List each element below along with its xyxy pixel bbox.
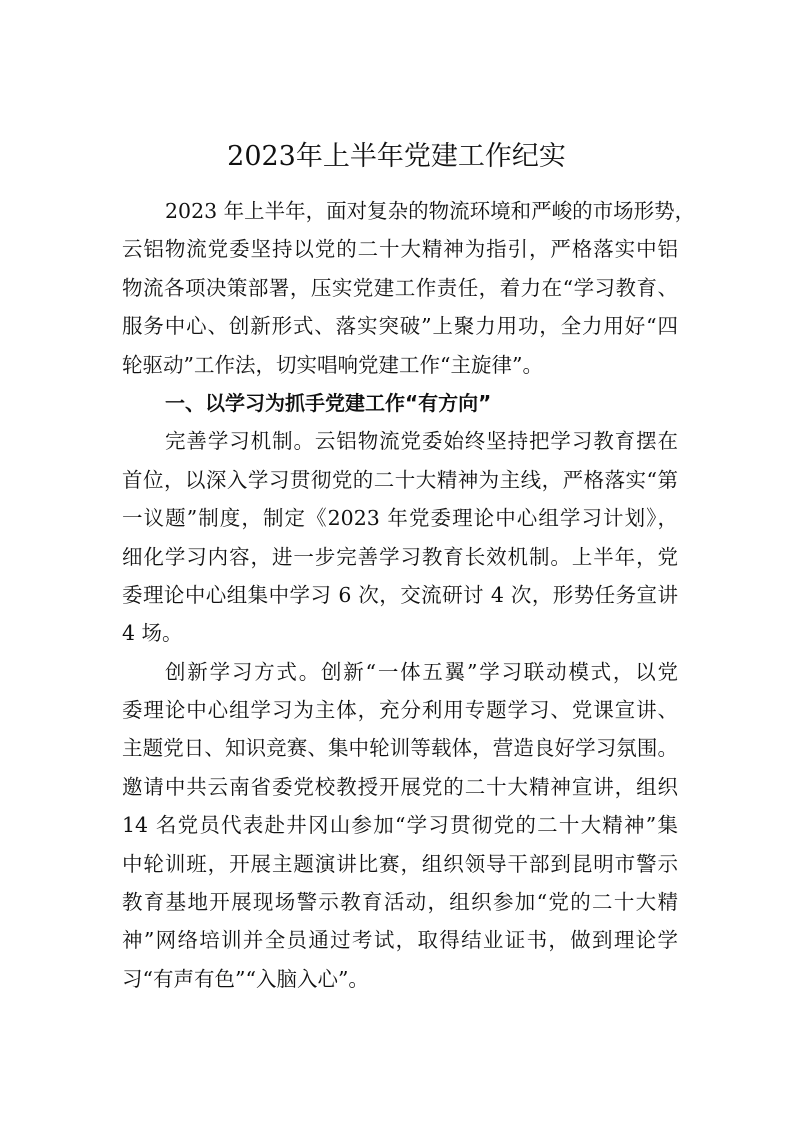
intro-paragraph <box>122 192 696 384</box>
document-body <box>122 192 696 998</box>
text-line: 委理论中心组集中学习 6 次，交流研讨 4 次，形势任务宣讲 <box>122 582 678 607</box>
text-line: 2023 年上半年，面对复杂的物流环境和严峻的市场形势， <box>165 199 696 223</box>
document-title: 2023年上半年党建工作纪实 <box>227 141 566 172</box>
text-line: 中轮训班，开展主题演讲比赛，组织领导干部到昆明市警示 <box>122 851 678 876</box>
text-line: 云铝物流党委坚持以党的二十大精神为指引，严格落实中铝 <box>122 237 678 262</box>
text-line: 教育基地开展现场警示教育活动，组织参加“党的二十大精 <box>122 890 678 915</box>
text-line: 首位，以深入学习贯彻党的二十大精神为主线，严格落实“第 <box>122 467 678 492</box>
text-line: 委理论中心组学习为主体，充分利用专题学习、党课宣讲、 <box>122 698 678 723</box>
section-heading: 一、以学习为抓手党建工作“有方向” <box>165 390 492 415</box>
text-line: 服务中心、创新形式、落实突破”上聚力用功，全力用好“四 <box>122 314 678 339</box>
text-line: 一议题”制度，制定《2023 年党委理论中心组学习计划》， <box>122 506 678 531</box>
text-line: 主题党日、知识竞赛、集中轮训等载体，营造良好学习氛围。 <box>122 736 678 761</box>
text-line: 创新学习方式。创新“一体五翼”学习联动模式，以党 <box>165 659 678 684</box>
text-line: 完善学习机制。云铝物流党委始终坚持把学习教育摆在 <box>165 429 678 454</box>
text-line: 14 名党员代表赴井冈山参加“学习贯彻党的二十大精神”集 <box>122 813 678 838</box>
text-line: 细化学习内容，进一步完善学习教育长效机制。上半年，党 <box>122 544 678 569</box>
text-line: 4 场。 <box>122 621 183 646</box>
text-line: 神”网络培训并全员通过考试，取得结业证书，做到理论学 <box>122 928 678 953</box>
paragraph-learning-methods <box>122 653 678 999</box>
text-line: 物流各项决策部署，压实党建工作责任，着力在“学习教育、 <box>122 275 678 300</box>
paragraph-learning-mechanism <box>122 422 678 652</box>
text-line: 习“有声有色”“入脑入心”。 <box>122 966 369 991</box>
text-line: 轮驱动”工作法，切实唱响党建工作“主旋律”。 <box>122 352 543 377</box>
text-line: 邀请中共云南省委党校教授开展党的二十大精神宣讲，组织 <box>122 774 678 799</box>
